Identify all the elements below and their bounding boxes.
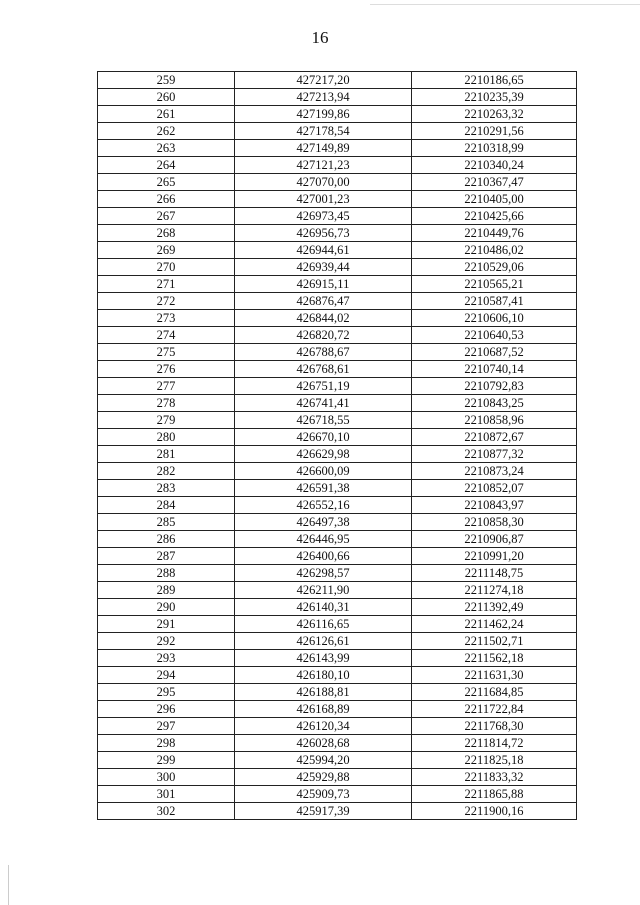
x-coordinate-cell: 427199,86 — [235, 106, 412, 123]
table-row — [98, 361, 577, 378]
x-coordinate-cell: 426751,19 — [235, 378, 412, 395]
x-coordinate-cell: 426116,65 — [235, 616, 412, 633]
x-coordinate-cell: 427070,00 — [235, 174, 412, 191]
x-coordinate-cell: 427217,20 — [235, 72, 412, 89]
point-number-cell: 270 — [98, 259, 235, 276]
y-coordinate-cell: 2210529,06 — [412, 259, 577, 276]
table-row — [98, 531, 577, 548]
x-coordinate-cell: 426876,47 — [235, 293, 412, 310]
point-number-cell: 299 — [98, 752, 235, 769]
table-row — [98, 718, 577, 735]
y-coordinate-cell: 2210873,24 — [412, 463, 577, 480]
y-coordinate-cell: 2210318,99 — [412, 140, 577, 157]
x-coordinate-cell: 426552,16 — [235, 497, 412, 514]
x-coordinate-cell: 426298,57 — [235, 565, 412, 582]
table-row — [98, 327, 577, 344]
y-coordinate-cell: 2210843,97 — [412, 497, 577, 514]
table-row — [98, 769, 577, 786]
point-number-cell: 288 — [98, 565, 235, 582]
point-number-cell: 261 — [98, 106, 235, 123]
table-row — [98, 446, 577, 463]
x-coordinate-cell: 426497,38 — [235, 514, 412, 531]
point-number-cell: 264 — [98, 157, 235, 174]
point-number-cell: 269 — [98, 242, 235, 259]
y-coordinate-cell: 2210792,83 — [412, 378, 577, 395]
x-coordinate-cell: 426820,72 — [235, 327, 412, 344]
y-coordinate-cell: 2210852,07 — [412, 480, 577, 497]
y-coordinate-cell: 2210565,21 — [412, 276, 577, 293]
point-number-cell: 285 — [98, 514, 235, 531]
point-number-cell: 267 — [98, 208, 235, 225]
point-number-cell: 282 — [98, 463, 235, 480]
point-number-cell: 301 — [98, 786, 235, 803]
x-coordinate-cell: 426915,11 — [235, 276, 412, 293]
scan-edge-line — [8, 865, 9, 905]
table-row — [98, 565, 577, 582]
y-coordinate-cell: 2211631,30 — [412, 667, 577, 684]
point-number-cell: 298 — [98, 735, 235, 752]
table-row — [98, 650, 577, 667]
x-coordinate-cell: 426591,38 — [235, 480, 412, 497]
x-coordinate-cell: 427121,23 — [235, 157, 412, 174]
table-row — [98, 106, 577, 123]
point-number-cell: 291 — [98, 616, 235, 633]
y-coordinate-cell: 2210291,56 — [412, 123, 577, 140]
point-number-cell: 263 — [98, 140, 235, 157]
table-row — [98, 786, 577, 803]
table-row — [98, 276, 577, 293]
table-row — [98, 395, 577, 412]
table-row — [98, 242, 577, 259]
table-row — [98, 157, 577, 174]
y-coordinate-cell: 2210872,67 — [412, 429, 577, 446]
y-coordinate-cell: 2211502,71 — [412, 633, 577, 650]
point-number-cell: 302 — [98, 803, 235, 820]
y-coordinate-cell: 2210405,00 — [412, 191, 577, 208]
y-coordinate-cell: 2211684,85 — [412, 684, 577, 701]
y-coordinate-cell: 2210367,47 — [412, 174, 577, 191]
y-coordinate-cell: 2210740,14 — [412, 361, 577, 378]
table-row — [98, 191, 577, 208]
point-number-cell: 283 — [98, 480, 235, 497]
y-coordinate-cell: 2210606,10 — [412, 310, 577, 327]
table-row — [98, 735, 577, 752]
table-row — [98, 616, 577, 633]
point-number-cell: 273 — [98, 310, 235, 327]
table-row — [98, 208, 577, 225]
y-coordinate-cell: 2210486,02 — [412, 242, 577, 259]
point-number-cell: 278 — [98, 395, 235, 412]
table-row — [98, 633, 577, 650]
table-row — [98, 412, 577, 429]
table-row — [98, 803, 577, 820]
y-coordinate-cell: 2211562,18 — [412, 650, 577, 667]
point-number-cell: 268 — [98, 225, 235, 242]
point-number-cell: 293 — [98, 650, 235, 667]
table-row — [98, 89, 577, 106]
table-row — [98, 140, 577, 157]
y-coordinate-cell: 2210340,24 — [412, 157, 577, 174]
x-coordinate-cell: 426168,89 — [235, 701, 412, 718]
x-coordinate-cell: 426143,99 — [235, 650, 412, 667]
y-coordinate-cell: 2210858,96 — [412, 412, 577, 429]
y-coordinate-cell: 2210263,32 — [412, 106, 577, 123]
page-number: 16 — [311, 28, 329, 47]
x-coordinate-cell: 427213,94 — [235, 89, 412, 106]
x-coordinate-cell: 426973,45 — [235, 208, 412, 225]
point-number-cell: 286 — [98, 531, 235, 548]
coordinates-table-body — [98, 72, 577, 820]
y-coordinate-cell: 2211148,75 — [412, 565, 577, 582]
y-coordinate-cell: 2211900,16 — [412, 803, 577, 820]
y-coordinate-cell: 2210843,25 — [412, 395, 577, 412]
x-coordinate-cell: 426180,10 — [235, 667, 412, 684]
point-number-cell: 262 — [98, 123, 235, 140]
y-coordinate-cell: 2211814,72 — [412, 735, 577, 752]
y-coordinate-cell: 2211833,32 — [412, 769, 577, 786]
point-number-cell: 280 — [98, 429, 235, 446]
point-number-cell: 275 — [98, 344, 235, 361]
x-coordinate-cell: 425917,39 — [235, 803, 412, 820]
x-coordinate-cell: 426670,10 — [235, 429, 412, 446]
x-coordinate-cell: 426120,34 — [235, 718, 412, 735]
table-row — [98, 378, 577, 395]
x-coordinate-cell: 427178,54 — [235, 123, 412, 140]
y-coordinate-cell: 2210877,32 — [412, 446, 577, 463]
y-coordinate-cell: 2211722,84 — [412, 701, 577, 718]
x-coordinate-cell: 426126,61 — [235, 633, 412, 650]
x-coordinate-cell: 426741,41 — [235, 395, 412, 412]
scan-edge-line — [370, 4, 640, 5]
x-coordinate-cell: 426400,66 — [235, 548, 412, 565]
point-number-cell: 277 — [98, 378, 235, 395]
y-coordinate-cell: 2211462,24 — [412, 616, 577, 633]
y-coordinate-cell: 2210186,65 — [412, 72, 577, 89]
table-row — [98, 344, 577, 361]
y-coordinate-cell: 2211865,88 — [412, 786, 577, 803]
x-coordinate-cell: 426446,95 — [235, 531, 412, 548]
y-coordinate-cell: 2210449,76 — [412, 225, 577, 242]
table-row — [98, 463, 577, 480]
point-number-cell: 296 — [98, 701, 235, 718]
point-number-cell: 289 — [98, 582, 235, 599]
point-number-cell: 266 — [98, 191, 235, 208]
table-row — [98, 752, 577, 769]
table-row — [98, 582, 577, 599]
table-row — [98, 548, 577, 565]
x-coordinate-cell: 426028,68 — [235, 735, 412, 752]
x-coordinate-cell: 426629,98 — [235, 446, 412, 463]
x-coordinate-cell: 427149,89 — [235, 140, 412, 157]
y-coordinate-cell: 2210991,20 — [412, 548, 577, 565]
table-row — [98, 429, 577, 446]
x-coordinate-cell: 426768,61 — [235, 361, 412, 378]
point-number-cell: 279 — [98, 412, 235, 429]
y-coordinate-cell: 2210687,52 — [412, 344, 577, 361]
point-number-cell: 292 — [98, 633, 235, 650]
x-coordinate-cell: 425994,20 — [235, 752, 412, 769]
y-coordinate-cell: 2210906,87 — [412, 531, 577, 548]
point-number-cell: 259 — [98, 72, 235, 89]
y-coordinate-cell: 2210235,39 — [412, 89, 577, 106]
table-row — [98, 259, 577, 276]
table-row — [98, 174, 577, 191]
x-coordinate-cell: 426718,55 — [235, 412, 412, 429]
table-row — [98, 667, 577, 684]
y-coordinate-cell: 2210425,66 — [412, 208, 577, 225]
x-coordinate-cell: 426956,73 — [235, 225, 412, 242]
x-coordinate-cell: 426844,02 — [235, 310, 412, 327]
point-number-cell: 295 — [98, 684, 235, 701]
x-coordinate-cell: 426788,67 — [235, 344, 412, 361]
point-number-cell: 284 — [98, 497, 235, 514]
y-coordinate-cell: 2211392,49 — [412, 599, 577, 616]
x-coordinate-cell: 426140,31 — [235, 599, 412, 616]
y-coordinate-cell: 2211825,18 — [412, 752, 577, 769]
x-coordinate-cell: 426211,90 — [235, 582, 412, 599]
y-coordinate-cell: 2211768,30 — [412, 718, 577, 735]
x-coordinate-cell: 426939,44 — [235, 259, 412, 276]
point-number-cell: 271 — [98, 276, 235, 293]
table-row — [98, 225, 577, 242]
point-number-cell: 290 — [98, 599, 235, 616]
table-row — [98, 72, 577, 89]
y-coordinate-cell: 2210587,41 — [412, 293, 577, 310]
point-number-cell: 294 — [98, 667, 235, 684]
table-row — [98, 480, 577, 497]
table-row — [98, 701, 577, 718]
x-coordinate-cell: 426188,81 — [235, 684, 412, 701]
y-coordinate-cell: 2210858,30 — [412, 514, 577, 531]
y-coordinate-cell: 2210640,53 — [412, 327, 577, 344]
point-number-cell: 297 — [98, 718, 235, 735]
point-number-cell: 260 — [98, 89, 235, 106]
table-row — [98, 599, 577, 616]
point-number-cell: 300 — [98, 769, 235, 786]
table-row — [98, 514, 577, 531]
x-coordinate-cell: 427001,23 — [235, 191, 412, 208]
point-number-cell: 265 — [98, 174, 235, 191]
x-coordinate-cell: 425909,73 — [235, 786, 412, 803]
y-coordinate-cell: 2211274,18 — [412, 582, 577, 599]
point-number-cell: 287 — [98, 548, 235, 565]
point-number-cell: 272 — [98, 293, 235, 310]
point-number-cell: 274 — [98, 327, 235, 344]
table-row — [98, 310, 577, 327]
table-row — [98, 497, 577, 514]
x-coordinate-cell: 426944,61 — [235, 242, 412, 259]
table-row — [98, 123, 577, 140]
table-row — [98, 684, 577, 701]
table-row — [98, 293, 577, 310]
x-coordinate-cell: 425929,88 — [235, 769, 412, 786]
point-number-cell: 276 — [98, 361, 235, 378]
x-coordinate-cell: 426600,09 — [235, 463, 412, 480]
coordinates-table — [97, 71, 577, 820]
point-number-cell: 281 — [98, 446, 235, 463]
